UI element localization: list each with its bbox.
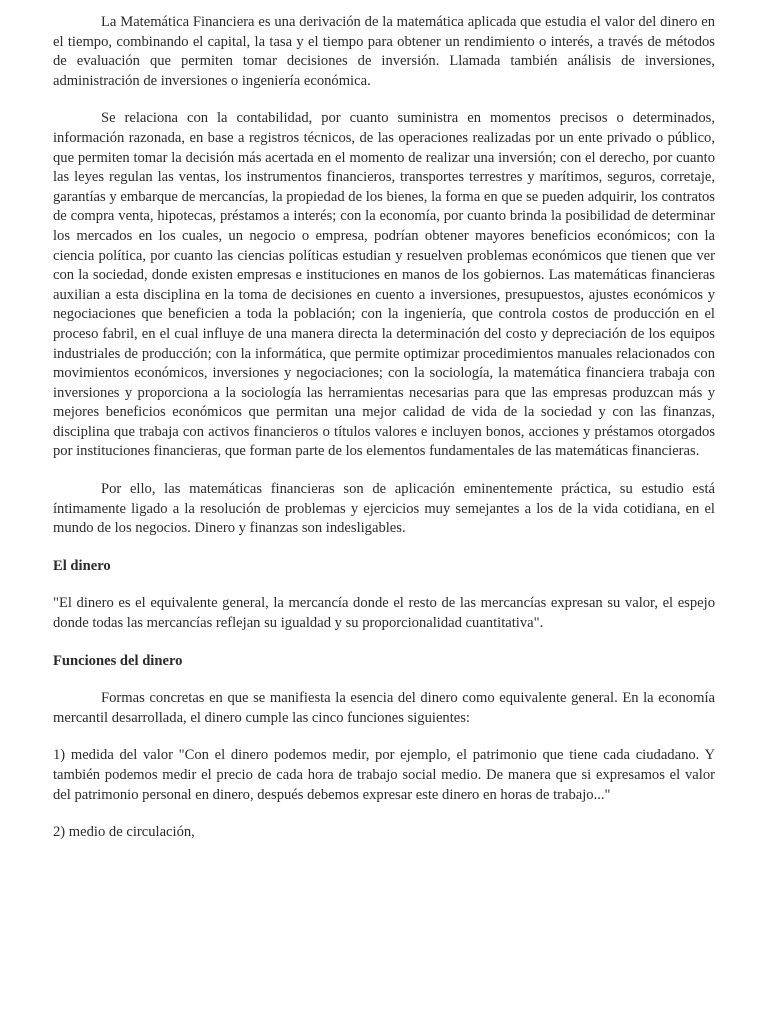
funcion-item-1: 1) medida del valor "Con el dinero podemos medir, por ejemplo, el patrimonio que tiene cada ciudadano. Y también podemos medir el precio de cada hora de trabajo social medio. De manera que si expresamos el valor del patrimonio personal en dinero, después debemos expresar este dinero en horas de trabajo..." [53, 747, 715, 803]
funcion-item-2: 2) medio de circulación, [53, 824, 195, 841]
practical-application-paragraph: Por ello, las matemáticas financieras son de aplicación eminentemente práctica, su estudio está íntimamente ligado a la resolución de problemas y ejercicios muy semejantes a los de la vida cotidiana, en el mundo de los negocios. Dinero y finanzas son indesligables. [53, 481, 715, 537]
heading-el-dinero: El dinero [53, 557, 111, 574]
heading-funciones-del-dinero: Funciones del dinero [53, 652, 183, 669]
intro-paragraph: La Matemática Financiera es una derivación de la matemática aplicada que estudia el valor del dinero en el tiempo, combinando el capital, la tasa y el tiempo para obtener un rendimiento o interés, a través de métodos de evaluación que permiten tomar decisiones de inversión. Llamada también análisis de inversiones, administración de inversiones o ingeniería económica. [53, 14, 715, 89]
dinero-quote-paragraph: "El dinero es el equivalente general, la mercancía donde el resto de las mercancías expresan su valor, el espejo donde todas las mercancías reflejan su igualdad y su proporcionalidad cuantitativa". [53, 595, 715, 632]
relations-paragraph: Se relaciona con la contabilidad, por cuanto suministra en momentos precisos o determinados, información razonada, en base a registros técnicos, de las operaciones realizadas por un ente privado o público, que permiten tomar la decisión más acertada en el momento de realizar una inversión; con el derecho, por cuanto las leyes regulan las ventas, los instrumentos financieros, transportes terrestres y marítimos, seguros, corretaje, garantías y embarque de mercancías, la propiedad de los bienes, la forma en que se pueden adquirir, los contratos de compra venta, hipotecas, préstamos a interés; con la economía, por cuanto brinda la posibilidad de determinar los mercados en los cuales, un negocio o empresa, podrían obtener mayores beneficios económicos; con la ciencia política, por cuanto las ciencias políticas estudian y resuelven problemas económicos que tienen que ver con la sociedad, donde existen empresas e instituciones en manos de los gobiernos. Las matemáticas financieras auxilian a esta disciplina en la toma de decisiones en cuento a inversiones, presupuestos, ajustes económicos y negociaciones que beneficien a toda la población; con la ingeniería, que controla costos de producción en el proceso fabril, en el cual influye de una manera directa la determinación del costo y depreciación de los equipos industriales de producción; con la informática, que permite optimizar procedimientos manuales relacionados con movimientos económicos, inversiones y negociaciones; con la sociología, la matemática financiera trabaja con inversiones y proporciona a la sociología las herramientas necesarias para que las empresas produzcan más y mejores beneficios económicos que permitan una mejor calidad de vida de la sociedad y con las finanzas, disciplina que trabaja con activos financieros o títulos valores e incluyen bonos, acciones y préstamos otorgados por instituciones financieras, que forman parte de los elementos fundamentales de las matemáticas financieras. [53, 110, 715, 460]
funciones-paragraph: Formas concretas en que se manifiesta la esencia del dinero como equivalente general. En la economía mercantil desarrollada, el dinero cumple las cinco funciones siguientes: [53, 690, 715, 726]
